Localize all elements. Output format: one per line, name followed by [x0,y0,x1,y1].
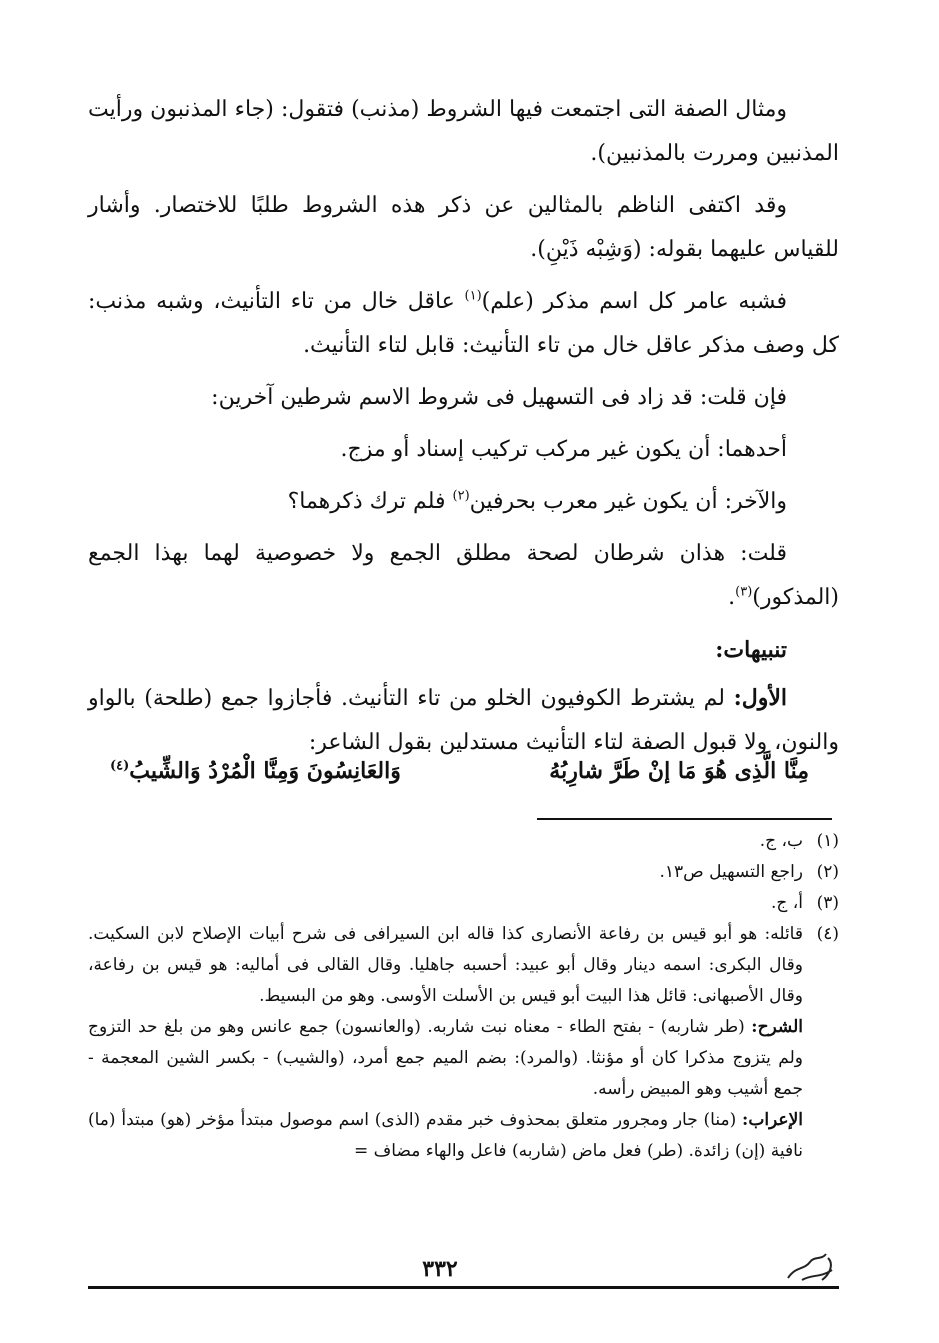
footnote [88,919,839,1167]
footnote-number: (٤) [816,924,839,944]
second-hemistich-text: وَالعَانِسُونَ وَمِنَّا الْمُرْدُ وَالشِّيبُ [129,758,401,784]
footnote-number: (٣) [816,893,839,913]
paragraph-text: أحدهما: أن يكون غير مركب تركيب إسناد أو مزج. [340,437,787,462]
main-text [88,88,839,773]
notes-heading: تنبيهات: [715,637,787,663]
footnote-text: (منا) جار ومجرور متعلق بمحذوف خبر مقدم (الذى) اسم موصول مبتدأ مؤخر (هو) مبتدأ (ما) نافية (إن) زائدة. (طر) فعل ماض (شاربه) فاعل والهاء مضاف = [88,1110,803,1161]
footnote [88,888,839,919]
footnote-text: (طر شاربه) - بفتح الطاء - معناه نبت شاربه. (والعانسون) جمع عانس وهو من بلغ حد التزوج ولم يتزوج مذكرا كان أو مؤنثا. (والمرد): بضم الميم جمع أمرد، (والشيب) - بكسر الشين المعجمة - جمع أشيب وهو المبيض رأسه. [88,1017,803,1099]
paragraph-text: قلت: هذان شرطان لصحة مطلق الجمع ولا خصوصية لهما بهذا الجمع (المذكور) [88,541,839,610]
paragraph [88,184,839,272]
footnote-number: (٢) [816,862,839,882]
paragraph-text: فلم ترك ذكرهما؟ [287,489,453,514]
footnotes [88,826,839,1167]
footnote-ref: (٢) [452,488,470,504]
note-label: الأول: [733,685,787,711]
footnote-text: ب، ج. [759,831,803,851]
footnote-ref: (٣) [735,584,753,600]
footnote-text: قائله: هو أبو قيس بن رفاعة الأنصارى كذا قاله ابن السيرافى فى شرح أبيات الإصلاح لابن السكيت. وقال البكرى: اسمه دينار وقال أبو عبيد: أحسبه جاهليا. وقال القالى فى أماليه: هو قيس بن رفاعة، وقال الأصبهانى: قائل هذا البيت أبو قيس بن الأسلت الأوسى. وهو من البسيط. [88,924,803,1006]
margin-scribble [782,1240,842,1290]
footnote-label: الإعراب: [742,1110,803,1130]
footnote [88,826,839,857]
footnote-label: الشرح: [751,1017,803,1037]
paragraph [88,428,839,472]
paragraph-text: . [728,585,736,610]
paragraph-text: لم يشترط الكوفيون الخلو من تاء التأنيث. فأجازوا جمع (طلحة) بالواو والنون، ولا قبول الصفة لتاء التأنيث مستدلين بقول الشاعر: [88,686,839,755]
first-hemistich: مِنَّا الَّذِى هُوَ مَا إنْ طَرَّ شارِبُهُ [549,758,809,784]
paragraph-text: وقد اكتفى الناظم بالمثالين عن ذكر هذه الشروط طلبًا للاختصار. وأشار للقياس عليهما بقوله: (وَشِبْه ذَيْنِ). [88,193,839,262]
paragraph-text: عاقل خال من تاء التأنيث، وشبه مذنب: كل وصف مذكر عاقل خال من تاء التأنيث: قابل لتاء التأنيث. [88,289,839,358]
footnote-text: أ، ج. [771,893,803,913]
paragraph [88,280,839,368]
footnote-number: (١) [816,831,839,851]
bottom-rule [88,1286,839,1289]
footnote-text: راجع التسهيل ص١٣. [659,862,803,882]
footnote-body [88,919,839,1167]
page-number: ٣٣٢ [422,1256,458,1282]
paragraph-text: والآخر: أن يكون غير معرب بحرفين [469,489,787,514]
paragraph [88,676,839,765]
footnote-grammar [88,1105,803,1167]
footnote-ref: (١) [464,288,482,304]
footnote [88,857,839,888]
footnote-explanation [88,1012,803,1105]
paragraph [88,532,839,620]
poetry-verse [110,758,809,798]
paragraph-text: فإن قلت: قد زاد فى التسهيل فى شروط الاسم شرطين آخرين: [211,385,787,410]
footnote-attribution [88,919,803,1012]
footnote-separator [537,818,832,820]
second-hemistich [110,758,401,784]
paragraph [88,480,839,524]
paragraph-text: فشبه عامر كل اسم مذكر (علم) [481,289,787,314]
footnote-ref: (٤) [110,758,130,774]
paragraph-text: ومثال الصفة التى اجتمعت فيها الشروط (مذنب) فتقول: (جاء المذنبون ورأيت المذنبين ومررت بالمذنبين). [88,97,839,166]
paragraph [88,376,839,420]
paragraph [88,88,839,176]
